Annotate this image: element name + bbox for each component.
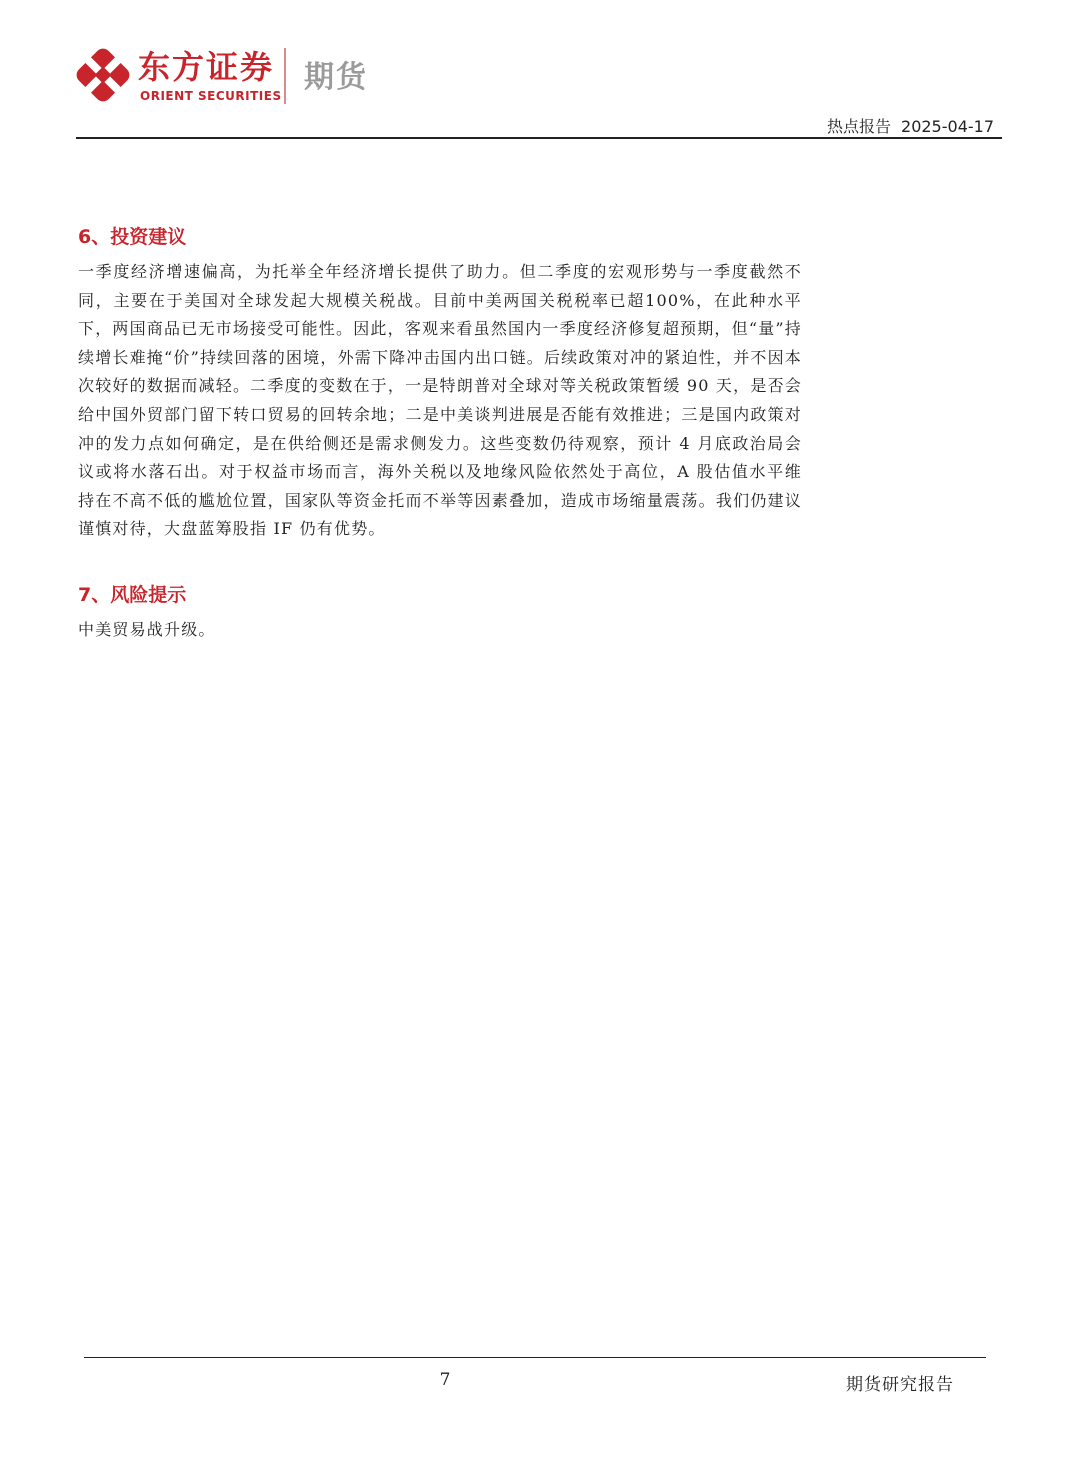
report-date: 2025-04-17 [901,117,994,136]
brand-divider [284,48,286,104]
section-risk-warning [78,580,802,645]
section-title: 6、投资建议 [78,226,187,248]
report-tag [827,114,994,137]
footer-rule [84,1357,986,1358]
brand-subtitle: 期货 [304,60,368,95]
section-body: 中美贸易战升级。 [78,619,216,639]
section-investment-advice [78,222,802,544]
report-type: 热点报告 [827,117,892,136]
page-header [0,0,1080,140]
header-rule [76,137,1002,139]
footer-label: 期货研究报告 [846,1375,954,1395]
section-title: 7、风险提示 [78,583,187,606]
report-content [78,222,802,645]
brand-name-en: ORIENT SECURITIES [140,89,282,103]
section-body: 一季度经济增速偏高，为托举全年经济增长提供了助力。但二季度的宏观形势与一季度截然不同，主要在于美国对全球发起大规模关税战。目前中美两国关税税率已超100%，在此种水平下，两国商品已无市场接受可能性。因此，客观来看虽然国内一季度经济修复超预期，但“量”持续增长难掩“价”持续回落的困境，外需下降冲击国内出口链。后续政策对冲的紧迫性，并不因本次较好的数据而减轻。二季度的变数在于，一是特朗普对全球对等关税政策暂缓 90 天，是否会给中国外贸部门留下转口贸易的回转余地；二是中美谈判进展是否能有效推进；三是国内政策对冲的发力点如何确定，是在供给侧还是需求侧发力。这些变数仍待观察，预计 4 月底政治局会议或将水落石出。对于权益市场而言，海外关税以及地缘风险依然处于高位，A 股估值水平维持在不高不低的尴尬位置，国家队等资金托而不举等因素叠加，造成市场缩量震荡。我们仍建议谨慎对待，大盘蓝筹股指 IF 仍有优势。 [78,262,802,539]
brand-name-cn: 东方证券 [138,48,275,86]
orient-securities-logo-icon [76,48,130,102]
page-number: 7 [439,1370,451,1390]
